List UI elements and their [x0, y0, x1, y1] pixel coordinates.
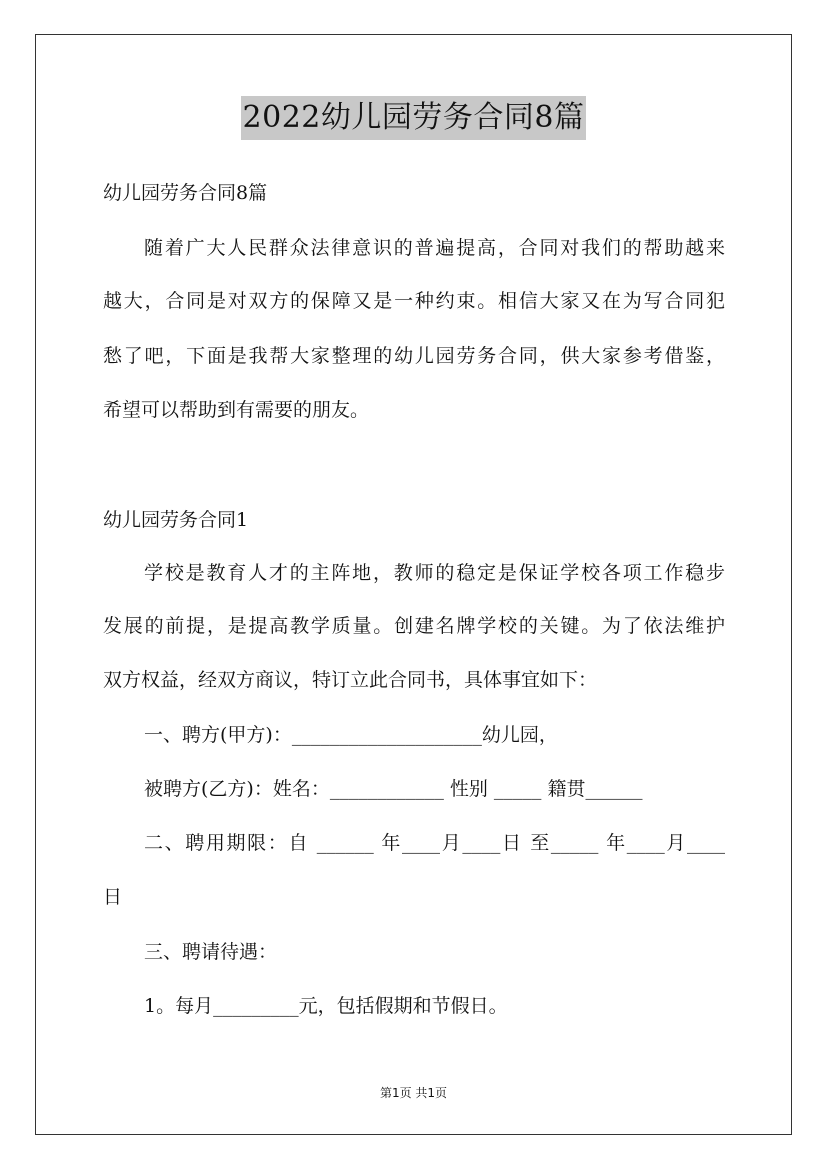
section-heading: 幼儿园劳务合同1 — [103, 509, 249, 531]
body-line-1: 学校是教育人才的主阵地，教师的稳定是保证学校各项工作稳步 — [144, 562, 725, 584]
clause-treatment: 三、聘请待遇： — [144, 941, 278, 963]
intro-line-2: 越大，合同是对双方的保障又是一种约束。相信大家又在为写合同犯 — [103, 290, 725, 312]
page-footer: 第1页 共1页 — [379, 1086, 448, 1100]
clause-employer: 一、聘方(甲方)：____________________幼儿园， — [144, 724, 558, 746]
document-title-wrap — [0, 96, 827, 140]
clause-monthly: 1。每月_________元，包括假期和节假日。 — [144, 995, 508, 1017]
body-line-2: 发展的前提，是提高教学质量。创建名牌学校的关键。为了依法维护 — [103, 615, 725, 637]
body-line-3: 双方权益，经双方商议，特订立此合同书，具体事宜如下： — [103, 669, 598, 691]
intro-line-3: 愁了吧，下面是我帮大家整理的幼儿园劳务合同，供大家参考借鉴， — [103, 345, 725, 367]
clause-term-end: 日 — [103, 886, 123, 908]
intro-line-1: 随着广大人民群众法律意识的普遍提高，合同对我们的帮助越来 — [144, 237, 725, 259]
document-subtitle: 幼儿园劳务合同8篇 — [103, 182, 268, 204]
intro-line-4: 希望可以帮助到有需要的朋友。 — [103, 399, 370, 421]
clause-employee: 被聘方(乙方)：姓名：____________ 性别 _____ 籍贯______ — [144, 778, 643, 800]
clause-term: 二、聘用期限：自 ______ 年____月____日 至_____ 年____月____ — [144, 832, 725, 854]
document-title: 2022幼儿园劳务合同8篇 — [241, 96, 587, 140]
